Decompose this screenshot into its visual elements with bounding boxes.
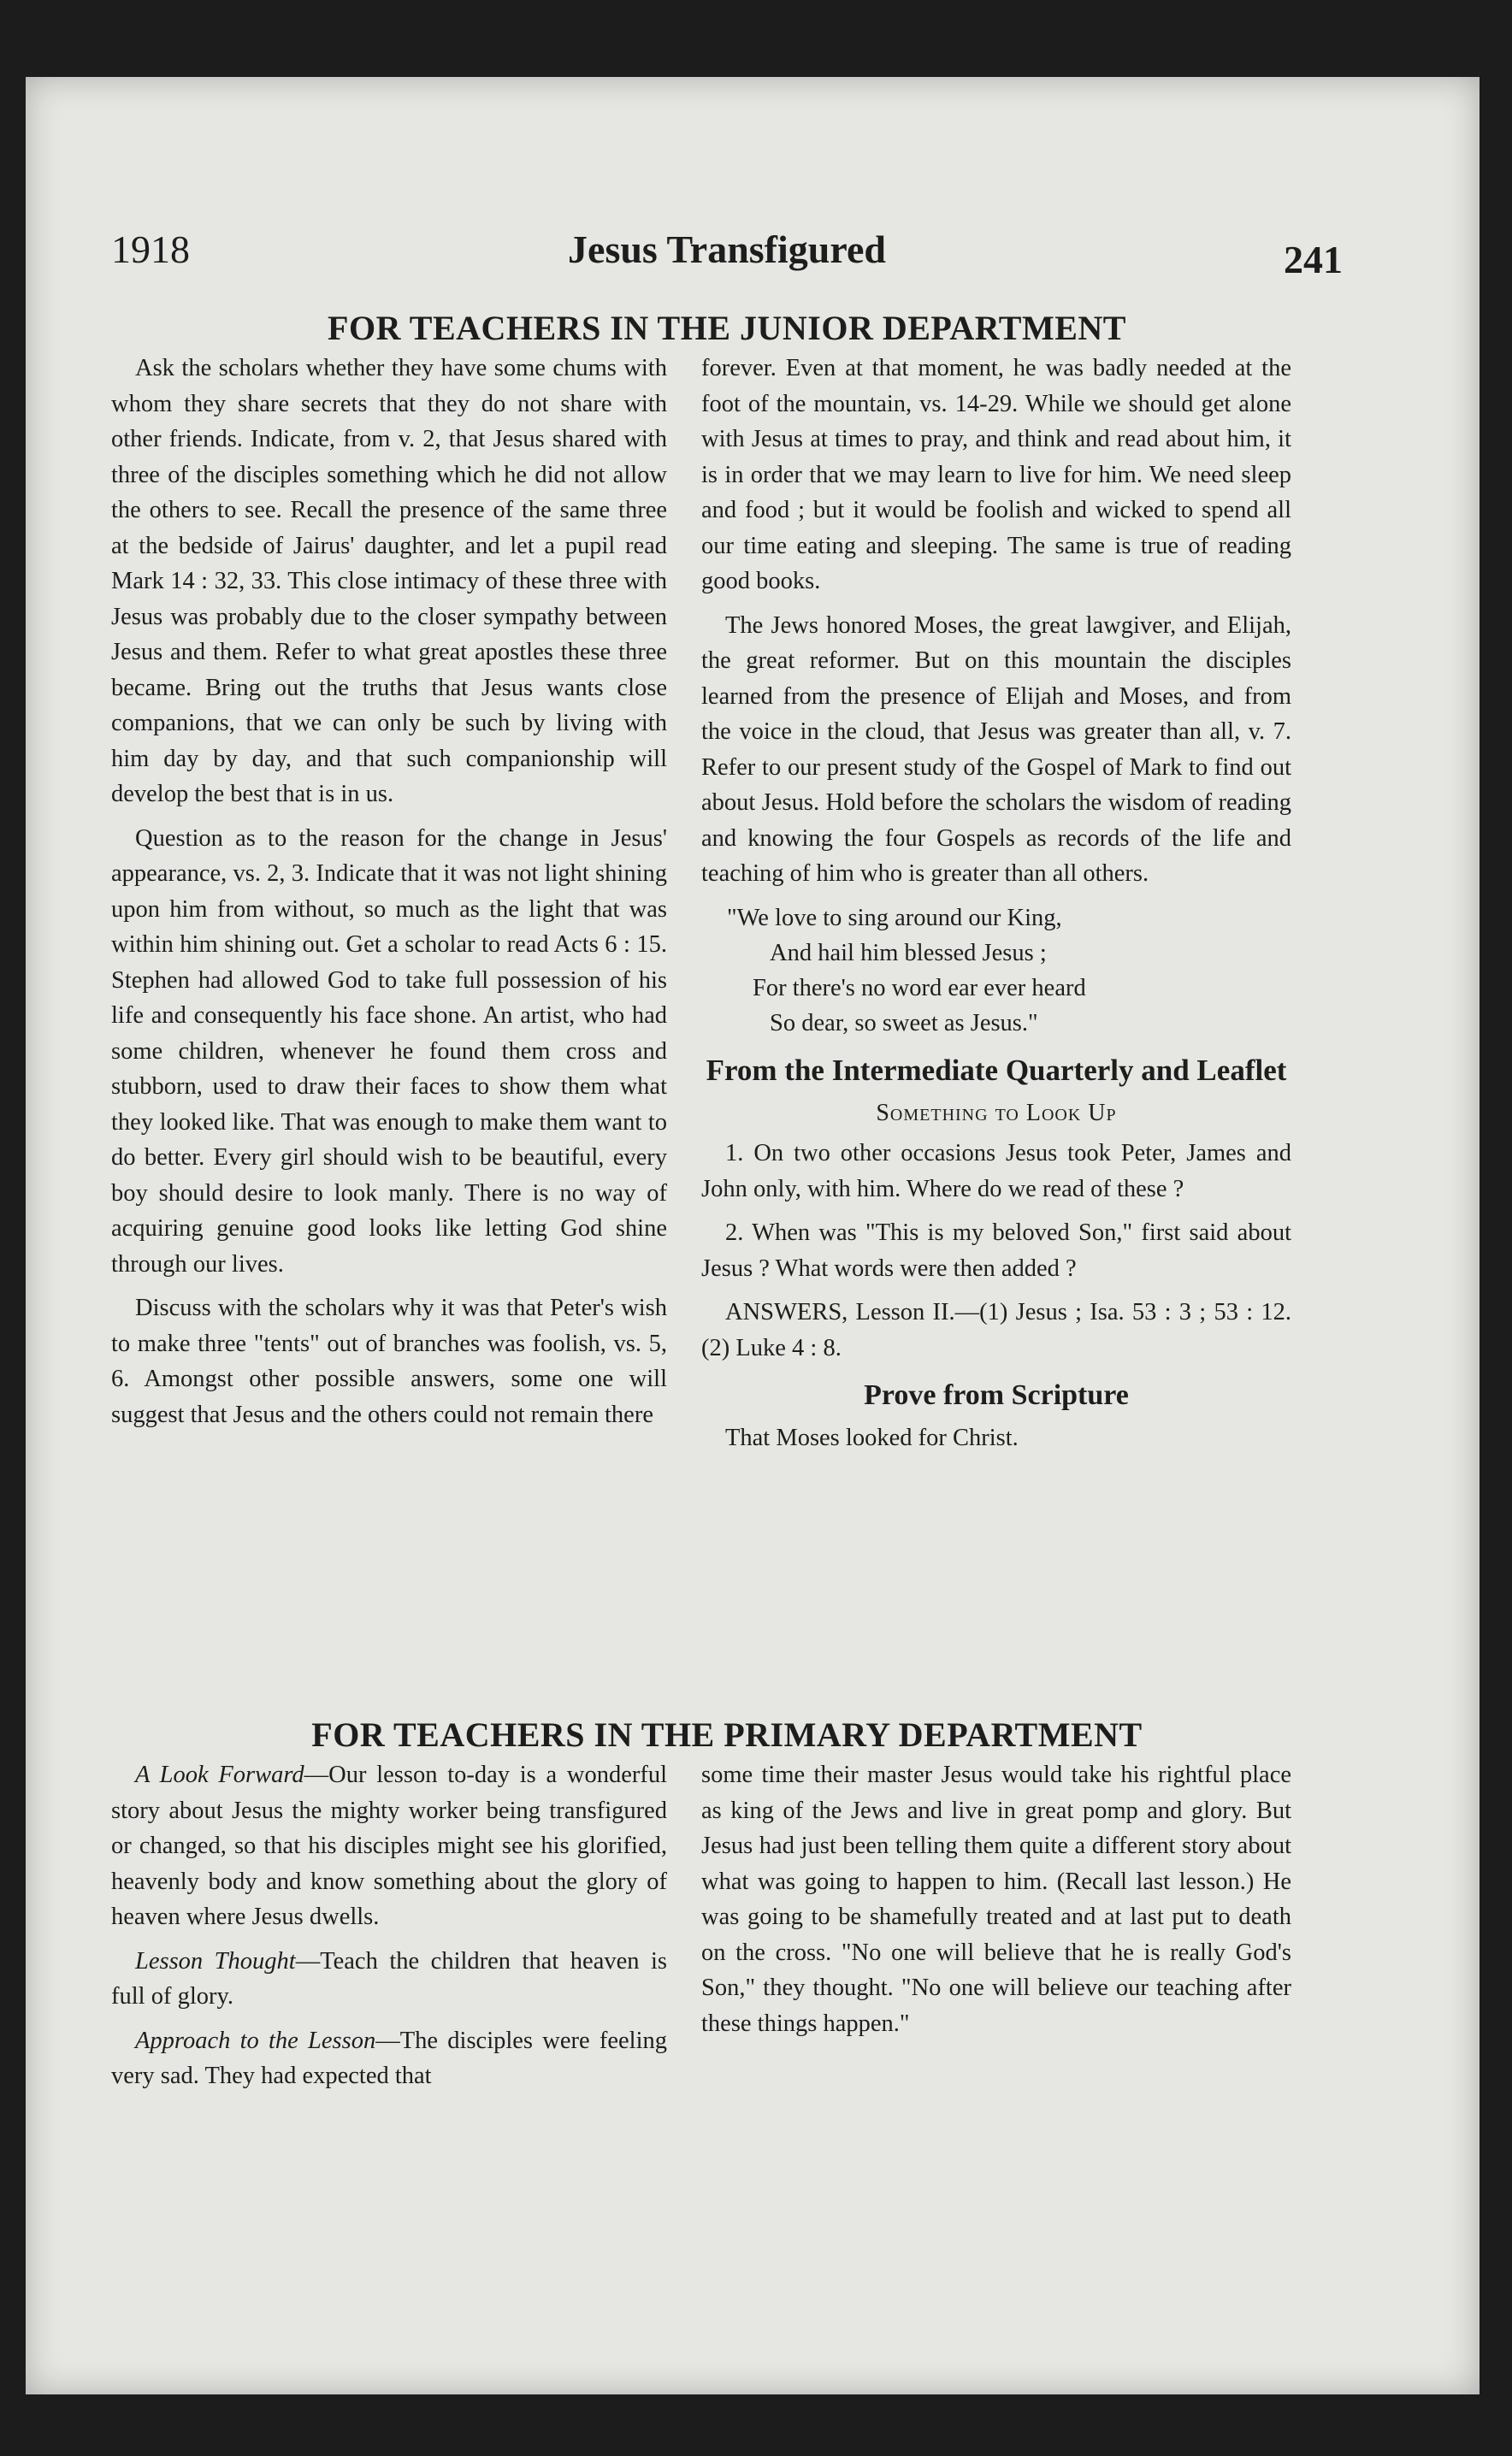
poem — [701, 900, 1291, 1041]
paragraph: some time their master Jesus would take his rightful place as king of the Jews and live in great pomp and glory. But Jesus had just been telling them quite a different story about what was going to happen to him. (Recall last lesson.) He was going to be shamefully treated and at last put to death on the cross. "No one will believe that he is really God's Son," they thought. "No one will believe our teaching after these things happen." — [701, 1762, 1291, 2037]
paragraph — [111, 1757, 667, 1935]
paragraph-text: —Teach the children that heaven is full of glory. — [111, 1947, 668, 2010]
poem-line: And hail him blessed Jesus ; — [770, 939, 1047, 966]
paragraph: Question as to the reason for the change in Jesus' appearance, vs. 2, 3. Indicate that it was not light shining upon him from without, so much as the light that was within him shining out. Get a scholar to read Acts 6 : 15. Stephen had allowed God to take full possession of his life and consequently his face shone. An artist, who had some children, whenever he found them cross and stubborn, used to draw their faces to show them what they looked like. That was enough to make them want to do better. Every girl should wish to be beautiful, every boy should desire to look manly. There is no way of acquiring genuine good looks like letting God shine through our lives. — [111, 824, 667, 1278]
paragraph-text: —The disciples were feeling very sad. They had expected that — [111, 2027, 667, 2089]
intermediate-heading: From the Intermediate Quarterly and Leaflet — [706, 1053, 1287, 1087]
paragraph — [111, 1944, 667, 2015]
prove-text: That Moses looked for Christ. — [725, 1425, 1019, 1451]
junior-left-column — [111, 351, 667, 1441]
question: 2. When was "This is my beloved Son," first said about Jesus ? What words were then added ? — [701, 1219, 1291, 1282]
paragraph-label: A Look Forward — [135, 1762, 304, 1788]
poem-line: For there's no word ear ever heard — [753, 974, 1086, 1001]
poem-line: "We love to sing around our King, — [727, 904, 1062, 931]
paragraph-label: Lesson Thought — [135, 1947, 296, 1975]
page-number: 241 — [1284, 238, 1343, 281]
primary-right-column — [701, 1757, 1291, 2050]
answers: ANSWERS, Lesson II.—(1) Jesus ; Isa. 53 : 3 ; 53 : 12. (2) Luke 4 : 8. — [701, 1299, 1291, 1361]
junior-right-column — [701, 351, 1291, 1465]
paragraph: Discuss with the scholars why it was that Peter's wish to make three "tents" out of branches was foolish, vs. 5, 6. Amongst other possible answers, some one will suggest that Jesus and the others could not remain there — [111, 1295, 667, 1428]
junior-heading: FOR TEACHERS IN THE JUNIOR DEPARTMENT — [328, 309, 1126, 347]
paragraph-text: —Our lesson to-day is a wonderful story about Jesus the mighty worker being transfigured or changed, so that his disciples might see his glorified, heavenly body and know something about the glory of heaven where Jesus dwells. — [111, 1762, 667, 1930]
primary-left-column — [111, 1757, 667, 2103]
book-page — [26, 77, 1480, 2394]
poem-line: So dear, so sweet as Jesus." — [770, 1009, 1038, 1036]
prove-heading: Prove from Scripture — [864, 1379, 1129, 1411]
page-title: Jesus Transfigured — [568, 227, 886, 271]
paragraph: Ask the scholars whether they have some chums with whom they share secrets that they do not share with other friends. Indicate, from v. 2, that Jesus shared with three of the disciples something which he did not allow the others to see. Recall the presence of the same three at the bedside of Jairus' daughter, and let a pupil read Mark 14 : 32, 33. This close intimacy of these three with Jesus was probably due to the closer sympathy between Jesus and them. Refer to what great apostles these three became. Bring out the truths that Jesus wants close companions, that we can only be such by living with him day by day, and that such companionship will develop the best that is in us. — [111, 355, 667, 807]
primary-heading: FOR TEACHERS IN THE PRIMARY DEPARTMENT — [311, 1715, 1143, 1754]
paragraph: forever. Even at that moment, he was badly needed at the foot of the mountain, vs. 14-29. While we should get alone with Jesus at times to pray, and think and read about him, it is in order that we may learn to live for him. We need sleep and food ; but it would be foolish and wicked to spend all our time eating and sleeping. The same is true of reading good books. — [701, 355, 1291, 594]
year: 1918 — [111, 227, 190, 271]
paragraph: The Jews honored Moses, the great lawgiver, and Elijah, the great reformer. But on this mountain the disciples learned from the presence of Elijah and Moses, and from the voice in the cloud, that Jesus was greater than all, v. 7. Refer to our present study of the Gospel of Mark to find out about Jesus. Hold before the scholars the wisdom of reading and knowing the four Gospels as records of the life and teaching of him who is greater than all others. — [701, 611, 1291, 887]
look-up-heading: Something to Look Up — [876, 1099, 1117, 1126]
paragraph — [111, 2023, 667, 2094]
running-head — [111, 227, 1343, 286]
paragraph-label: Approach to the Lesson — [135, 2027, 376, 2054]
question: 1. On two other occasions Jesus took Peter, James and John only, with him. Where do we read of these ? — [701, 1140, 1291, 1202]
